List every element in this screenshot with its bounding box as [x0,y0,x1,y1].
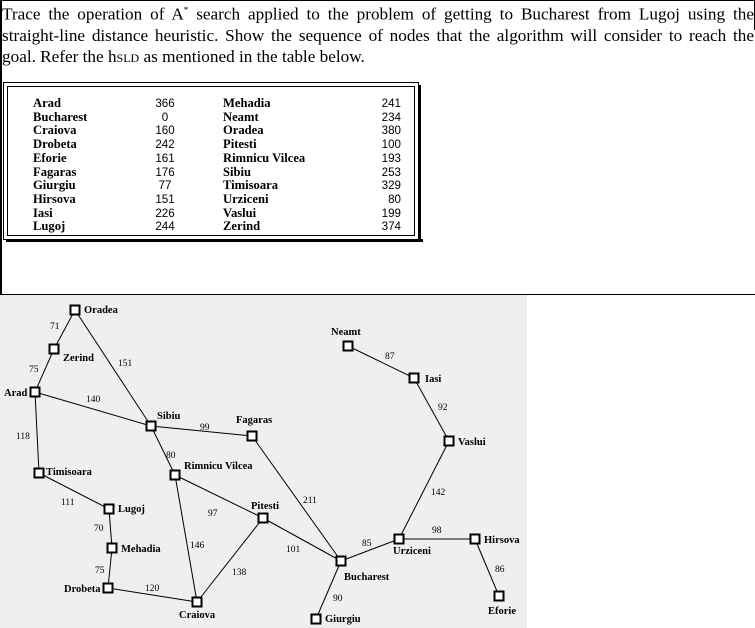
edge-cost-rimnicu-craiova: 146 [190,541,205,551]
edge-cost-drobeta-craiova: 120 [145,584,160,594]
table-h-value-1: 0 [161,110,169,124]
node-sibiu [147,422,156,431]
node-giurgiu [312,615,321,624]
edge-cost-bucharest-giurgiu: 90 [333,594,343,604]
edge-oradea-sibiu [75,310,151,426]
node-label-vaslui: Vaslui [458,437,486,448]
node-label-drobeta: Drobeta [64,584,101,595]
table-city-9: Zerind [223,219,261,234]
edge-cost-mehadia-drobeta: 75 [95,566,105,576]
table-h-value-3: 242 [155,138,175,152]
node-label-lugoj: Lugoj [118,504,145,515]
table-h-value-7: 151 [155,192,175,206]
edge-arad-timisoara [35,392,39,473]
edge-cost-hirsova-eforie: 86 [495,565,505,575]
node-label-rimnicu: Rimnicu Vilcea [184,461,253,472]
node-urziceni [395,535,404,544]
node-rimnicu [171,471,180,480]
node-lugoj [105,505,114,514]
node-hirsova [471,535,480,544]
node-eforie [495,592,504,601]
edge-cost-lugoj-mehadia: 70 [94,524,104,534]
edge-cost-urziceni-vaslui: 142 [431,488,446,498]
edge-cost-sibiu-rimnicu: 80 [166,451,176,461]
node-oradea [71,306,80,315]
table-city-8: Vaslui [223,205,257,220]
node-label-timisoara: Timisoara [46,467,92,478]
edge-cost-zerind-arad: 75 [29,365,39,375]
node-fagaras [248,432,257,441]
table-city-6: Timisoara [223,178,279,193]
table-h-value-4: 193 [381,151,401,165]
node-label-eforie: Eforie [488,606,516,617]
edge-cost-timisoara-lugoj: 111 [61,498,75,508]
node-label-craiova: Craiova [179,610,216,621]
table-h-value-8: 199 [381,206,401,220]
table-city-7: Hirsova [33,191,76,206]
node-arad [31,388,40,397]
edge-pitesti-bucharest [263,518,341,561]
node-label-iasi: Iasi [425,374,442,385]
edge-craiova-pitesti [197,518,263,602]
table-h-value-9: 244 [155,220,175,234]
edge-fagaras-bucharest [252,436,341,561]
edge-rimnicu-craiova [175,475,197,602]
edge-cost-sibiu-fagaras: 99 [200,423,210,433]
node-label-hirsova: Hirsova [484,535,520,546]
table-city-4: Rimnicu Vilcea [223,150,306,165]
table-h-value-9: 374 [381,220,401,234]
node-drobeta [104,584,113,593]
edge-cost-oradea-zerind: 71 [50,322,60,332]
table-city-2: Craiova [33,123,77,138]
edge-cost-urziceni-hirsova: 98 [432,526,442,536]
node-label-pitesti: Pitesti [251,501,279,512]
table-city-0: Mehadia [223,96,271,110]
node-timisoara [35,469,44,478]
edge-cost-arad-sibiu: 140 [86,395,101,405]
node-vaslui [445,437,454,446]
edge-cost-vaslui-iasi: 92 [438,403,448,413]
edge-cost-bucharest-urziceni: 85 [362,539,372,549]
table-city-3: Pitesti [223,137,257,152]
table-city-9: Lugoj [33,219,66,234]
node-label-urziceni: Urziceni [393,546,431,557]
edge-cost-arad-timisoara: 118 [16,432,30,442]
table-h-value-1: 234 [381,110,401,124]
edge-bucharest-giurgiu [316,561,341,619]
table-h-value-6: 329 [381,179,401,193]
table-h-value-5: 253 [381,165,401,179]
question-text: Trace the operation of A* search applied to the problem of getting to Bucharest from Lugoj using the straight-line distance heuristic. Show the sequence of nodes that the algorithm will consider to reach the goal. Refer the hSLD as mentioned in the table below. [2,4,754,66]
table-city-8: Iasi [33,205,53,220]
table-city-1: Neamt [223,109,259,124]
node-label-bucharest: Bucharest [344,572,390,583]
table-city-7: Urziceni [223,191,269,206]
edge-cost-oradea-sibiu: 151 [118,359,133,369]
edge-cost-rimnicu-pitesti: 97 [208,509,218,519]
table-city-2: Oradea [223,123,264,138]
edge-cost-iasi-neamt: 87 [385,352,395,362]
edge-cost-craiova-pitesti: 138 [232,568,247,578]
table-city-1: Bucharest [33,109,88,124]
table-h-value-2: 160 [155,124,175,138]
node-label-giurgiu: Giurgiu [325,614,361,625]
edge-cost-pitesti-bucharest: 101 [286,545,301,555]
node-pitesti [259,514,268,523]
table-h-value-8: 226 [155,206,175,220]
node-mehadia [108,544,117,553]
table-h-value-7: 80 [388,192,401,206]
edge-lugoj-mehadia [109,509,112,548]
node-craiova [193,598,202,607]
table-city-4: Eforie [33,150,67,165]
node-neamt [344,342,353,351]
node-label-mehadia: Mehadia [121,544,161,555]
table-city-3: Drobeta [33,137,77,152]
node-label-zerind: Zerind [63,353,94,364]
table-city-5: Fagaras [33,164,77,179]
edge-rimnicu-pitesti [175,475,263,518]
table-h-value-6: 77 [158,179,172,193]
table-h-value-5: 176 [155,165,175,179]
edge-iasi-neamt [348,346,414,378]
node-label-fagaras: Fagaras [236,415,273,426]
node-iasi [410,374,419,383]
edge-cost-fagaras-bucharest: 211 [303,496,317,506]
node-zerind [50,345,59,354]
table-city-6: Giurgiu [33,178,76,193]
table-h-value-3: 100 [381,138,401,152]
node-bucharest [337,557,346,566]
table-h-value-0: 241 [381,97,401,110]
edge-mehadia-drobeta [108,548,112,588]
table-h-value-0: 366 [155,97,175,110]
table-city-5: Sibiu [223,164,252,179]
node-label-arad: Arad [4,388,28,399]
node-label-sibiu: Sibiu [157,411,181,422]
node-label-oradea: Oradea [84,305,118,316]
table-h-value-4: 161 [155,151,175,165]
table-city-0: Arad [33,96,61,110]
node-label-neamt: Neamt [331,327,361,338]
table-h-value-2: 380 [381,124,401,138]
